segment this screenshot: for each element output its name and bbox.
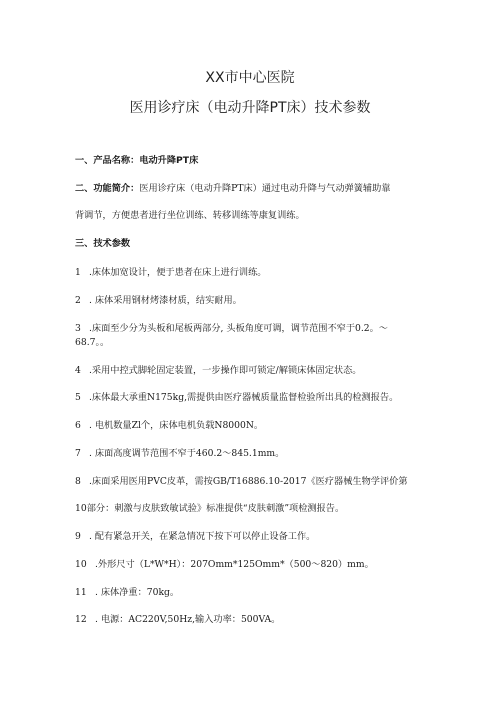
param-number: 2 — [75, 295, 81, 306]
param-item — [75, 476, 435, 488]
param-number: 7 — [75, 448, 81, 459]
param-number: 4 — [75, 365, 81, 376]
param-item — [75, 323, 435, 335]
param-text: .床面至少分为头板和尾板两部分, 头板角度可调，调节范围不窄于0.2。〜 — [89, 323, 388, 334]
param-text: . 床面高度调节范围不窄于460.2〜845.1mm。 — [89, 448, 285, 459]
param-text: .床体最大承重N175kg,需提供由医疗器械质量监督检验所出具的检测报告。 — [89, 392, 399, 403]
param-text: . 床体净重：70kg。 — [95, 587, 180, 598]
param-text: .采用中控式脚轮固定装置，一步操作即可锁定/解锁床体固定状态。 — [89, 365, 362, 376]
param-text: .床体加宽设计，便于患者在床上进行训练。 — [89, 267, 267, 278]
param-number: 10 — [75, 559, 87, 570]
param-text: . 床体采用钢材烤漆材质，结实耐用。 — [89, 295, 242, 306]
section-label: 一、产品名称： — [75, 155, 140, 166]
section-tech-params-heading: 三、技术参数 — [75, 238, 131, 249]
section-function — [75, 183, 435, 195]
param-text-continued: 68.7。。 — [75, 337, 110, 348]
param-item — [75, 531, 435, 543]
param-item — [75, 614, 435, 626]
param-number: 6 — [75, 420, 81, 431]
hospital-name: XX市中心医院 — [205, 70, 295, 86]
param-item — [75, 448, 435, 460]
param-text-continued: 10部分：刺激与皮肤致敏试验》标准提供“皮肤刺激”项检测报告。 — [75, 503, 345, 514]
param-number: 8 — [75, 476, 81, 487]
param-number: 3 — [75, 323, 81, 334]
param-number: 11 — [75, 587, 87, 598]
document-title: 医用诊疗床（电动升降PT床）技术参数 — [129, 100, 371, 116]
param-text: .外形尺寸（L*W*H）：207Omm*125Omm*（500〜820）mm。 — [95, 559, 374, 570]
param-item — [75, 587, 435, 599]
section-product-name — [75, 155, 435, 167]
param-item — [75, 267, 435, 279]
param-number: 1 — [75, 267, 81, 278]
param-text: .床面采用医用PVC皮革，需按GB/T16886.10-2017《医疗器械生物学评价第 — [89, 476, 408, 487]
param-text: . 电源：AC220V,50Hz,输入功率：500VA。 — [95, 614, 281, 625]
param-item — [75, 559, 435, 571]
product-name: 电动升降PT床 — [139, 155, 199, 166]
param-item — [75, 392, 435, 404]
param-item — [75, 365, 435, 377]
param-text: . 配有紧急开关，在紧急情况下按下可以停止设备工作。 — [89, 531, 316, 542]
param-number: 9 — [75, 531, 81, 542]
param-item — [75, 295, 435, 307]
param-number: 12 — [75, 614, 87, 625]
param-item — [75, 420, 435, 432]
param-text: . 电机数量Zl个，床体电机负载N8000N。 — [89, 420, 264, 431]
section-label: 二、功能简介： — [75, 183, 140, 194]
function-text: 医用诊疗床（电动升降PT床）通过电动升降与气动弹簧辅助靠 — [139, 183, 391, 194]
param-number: 5 — [75, 392, 81, 403]
function-text-continued: 背调节，方便患者进行坐位训练、转移训练等康复训练。 — [75, 210, 305, 221]
